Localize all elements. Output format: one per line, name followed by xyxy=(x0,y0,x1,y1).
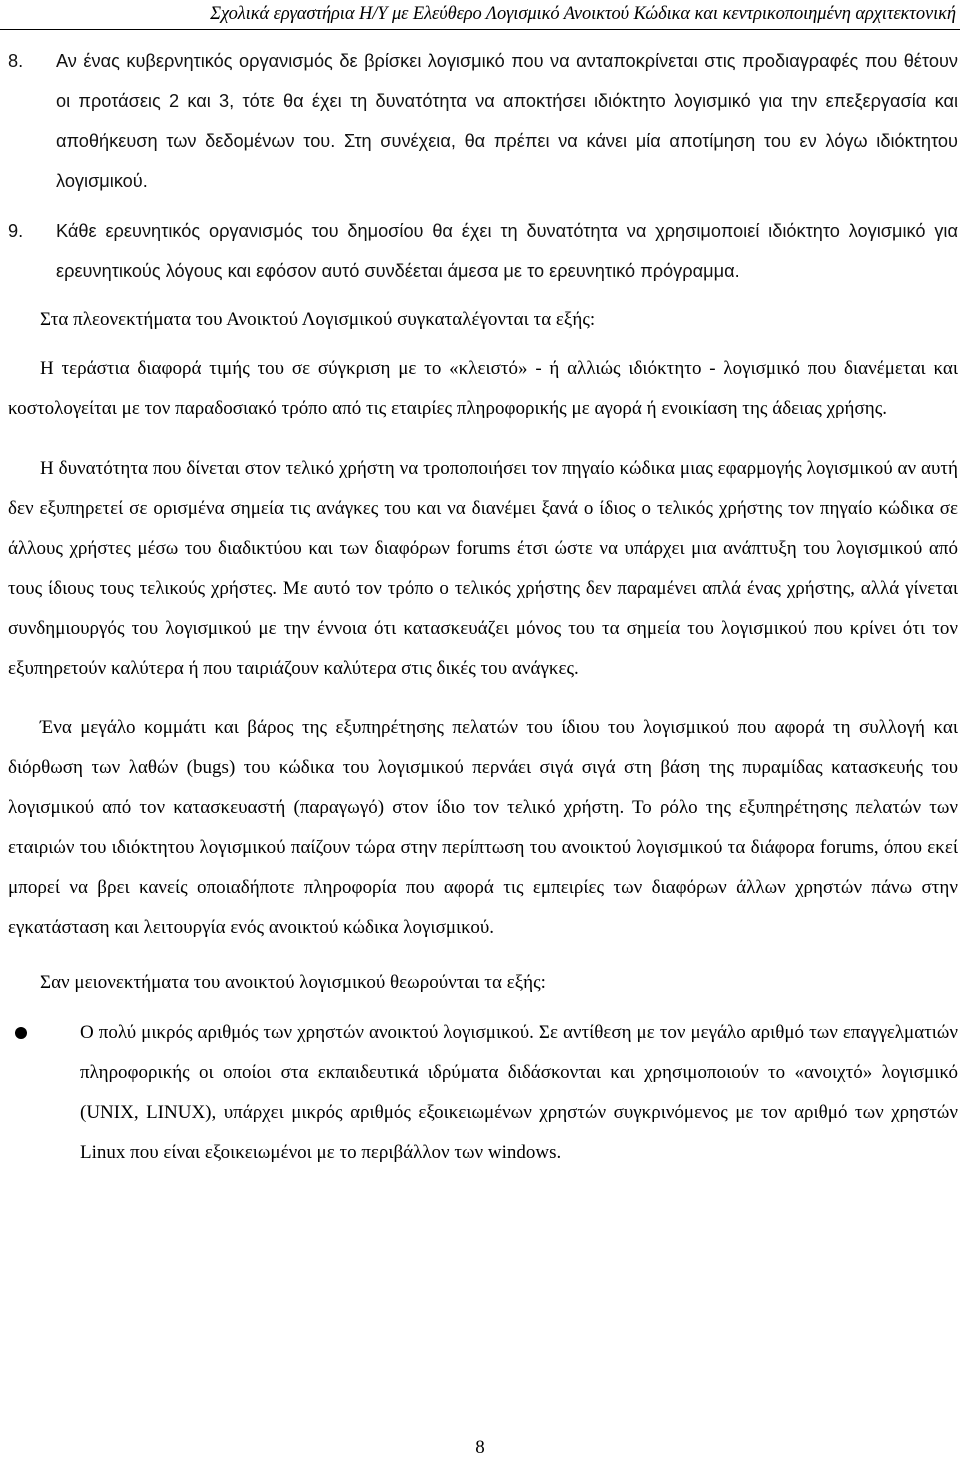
bullet-text: Ο πολύ μικρός αριθμός των χρηστών ανοικτού λογισμικού. Σε αντίθεση με τον μεγάλο αριθμό των επαγγελματιών πληροφορικής οι οποίοι στα εκπαιδευτικά ιδρύματα διδάσκονται και χρησιμοποιούν το «ανοιχτό» λογισμικό (UNIX, LINUX), υπάρχει μικρός αριθμός εξοικειωμένων χρηστών συγκρινόμενος με τον αριθμό των χρηστών Linux που είναι εξοικειωμένοι με το περιβάλλον των windows. xyxy=(80,1022,958,1163)
item-number: 8. xyxy=(8,51,24,71)
user-ability-paragraph: Η δυνατότητα που δίνεται στον τελικό χρήστη να τροποποιήσει τον πηγαίο κώδικα μιας εφαρμογής λογισμικού αν αυτή δεν εξυπηρετεί σε ορισμένα σημεία τις ανάγκες του και να διανέμει ξανά ο ίδιος ο τελικός χρήστης τον πηγαίο κώδικα σε άλλους χρήστες μέσω του διαδικτύου και των διαφόρων forums έτσι ώστε να υπάρχει μια ανάπτυξη του λογισμικού από τους ίδιους τους τελικούς χρήστες. Με αυτό τον τρόπο ο τελικός χρήστης δεν παραμένει απλά ένας χρήστης, αλλά γίνεται συνδημιουργός του λογισμικού με την έννοια ότι κατασκευάζει μόνος του τα σημεία του λογισμικού που κρίνει ότι τον εξυπηρετούν καλύτερα ή που ταιριάζουν καλύτερα στις δικές του ανάγκες. xyxy=(8,458,958,679)
disadvantages-intro-paragraph: Σαν μειονεκτήματα του ανοικτού λογισμικού θεωρούνται τα εξής: xyxy=(40,972,546,993)
page-number: 8 xyxy=(475,1437,485,1458)
bullet-item xyxy=(8,1013,958,1173)
item-text: Κάθε ερευνητικός οργανισμός του δημοσίου θα έχει τη δυνατότητα να χρησιμοποιεί ιδιόκτητο λογισμικό για ερευνητικούς λόγους και εφόσον αυτό συνδέεται άμεσα με το ερευνητικό πρόγραμμα. xyxy=(56,221,958,281)
advantages-intro-paragraph: Στα πλεονεκτήματα του Ανοικτού Λογισμικού συγκαταλέγονται τα εξής: xyxy=(40,309,596,330)
numbered-item-9 xyxy=(8,211,958,291)
bullet-dot-icon xyxy=(15,1027,27,1039)
item-number: 9. xyxy=(8,221,24,241)
support-burden-paragraph: Ένα μεγάλο κομμάτι και βάρος της εξυπηρέτησης πελατών του ίδιου του λογισμικού που αφορά τη συλλογή και διόρθωση των λαθών (bugs) του κώδικα του λογισμικού περνάει σιγά σιγά στη βάση της πυραμίδας κατασκευής του λογισμικού από τον κατασκευαστή (παραγωγό) στον ίδιο τον τελικό χρήστη. Το ρόλο της εξυπηρέτησης πελατών των εταιριών του ιδιόκτητου λογισμικού παίζουν τώρα στην περίπτωση του ανοικτού λογισμικού τα διάφορα forums, όπου εκεί μπορεί να βρει κανείς οποιαδήποτε πληροφορία που αφορά τις εμπειρίες των διαφόρων άλλων χρηστών πάνω στην εγκατάσταση και λειτουργία ενός ανοικτού κώδικα λογισμικού. xyxy=(8,717,958,938)
running-title: Σχολικά εργαστήρια Η/Υ με Ελεύθερο Λογισμικό Ανοικτού Κώδικα και κεντρικοποιημένη αρχιτεκτονική xyxy=(210,4,956,24)
price-difference-paragraph: Η τεράστια διαφορά τιμής του σε σύγκριση με το «κλειστό» - ή αλλιώς ιδιόκτητο - λογισμικό που διανέμεται και κοστολογείται με τον παραδοσιακό τρόπο από τις εταιρίες πληροφορικής με αγορά ή ενοικίαση της άδειας χρήσης. xyxy=(8,358,958,419)
item-text: Αν ένας κυβερνητικός οργανισμός δε βρίσκει λογισμικό που να ανταποκρίνεται στις προδιαγραφές που θέτουν οι προτάσεις 2 και 3, τότε θα έχει τη δυνατότητα να αποκτήσει ιδιόκτητο λογισμικό για την επεξεργασία και αποθήκευση των δεδομένων του. Στη συνέχεια, θα πρέπει να κάνει μία αποτίμηση του εν λόγω ιδιόκτητου λογισμικού. xyxy=(56,51,958,191)
header-divider xyxy=(0,29,960,30)
page-body xyxy=(8,40,958,1173)
running-header xyxy=(0,0,960,32)
numbered-item-8 xyxy=(8,41,958,201)
